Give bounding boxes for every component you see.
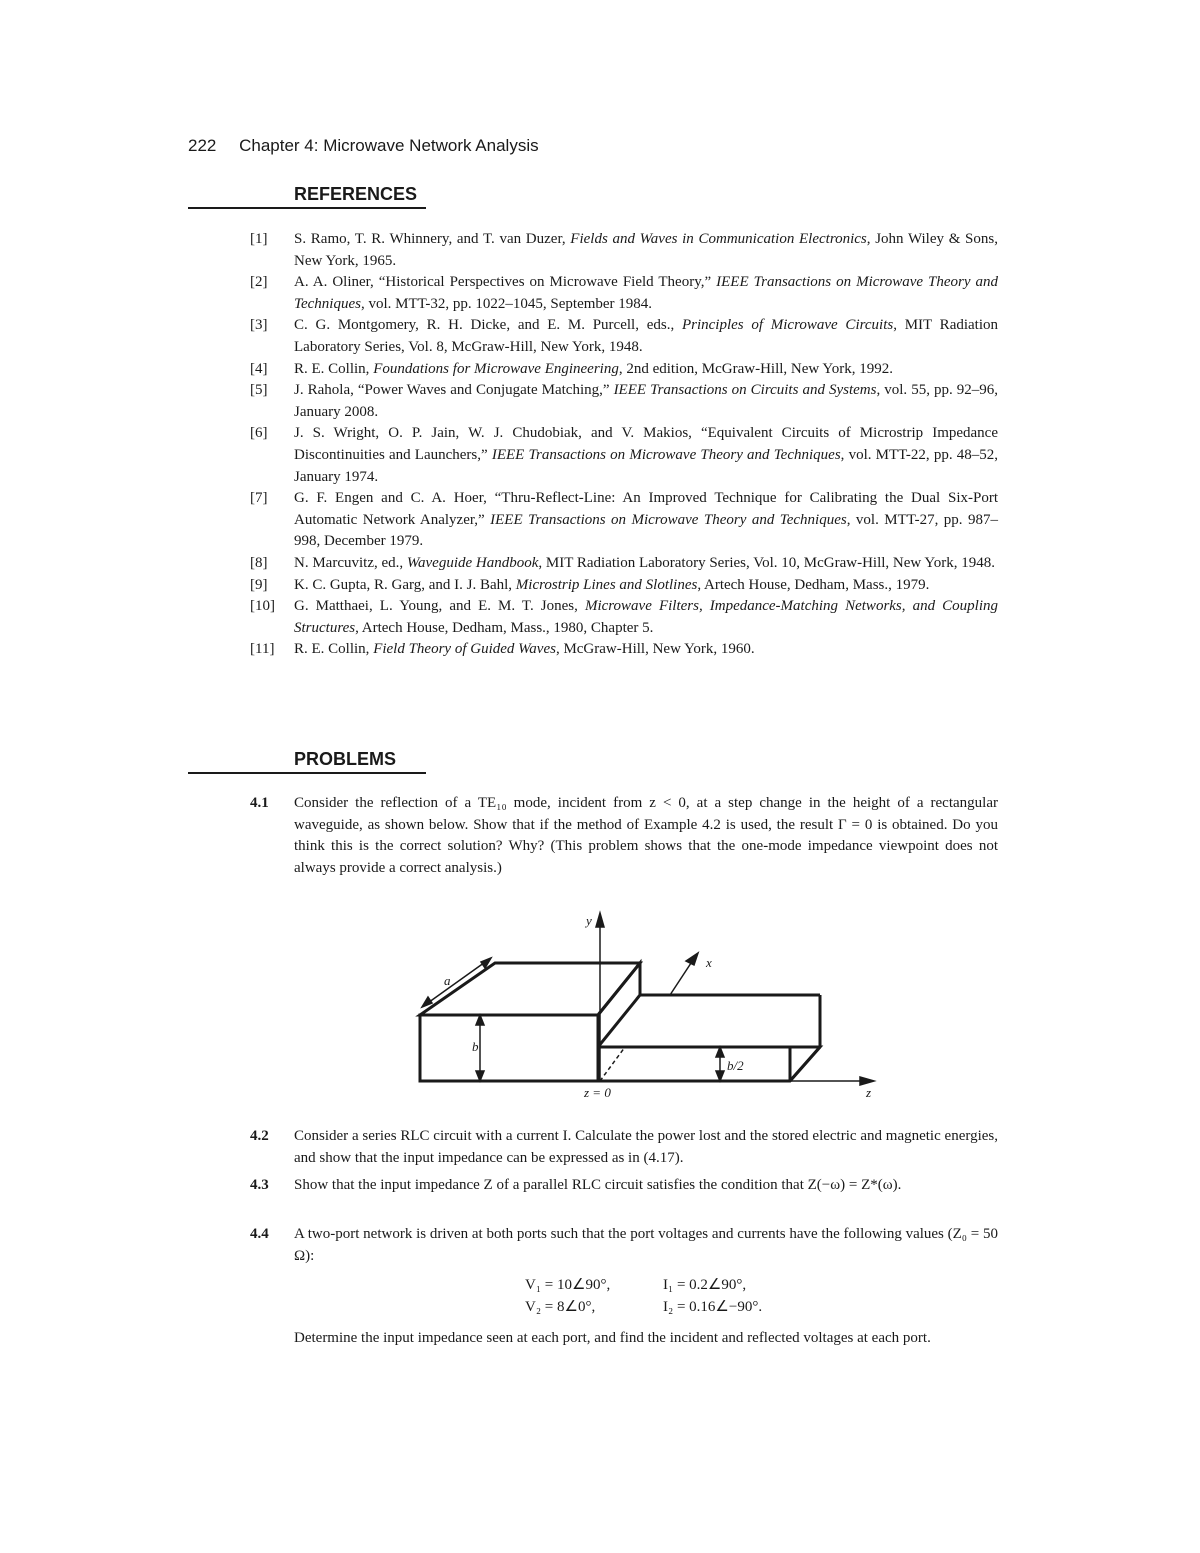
problems-heading: PROBLEMS: [294, 749, 397, 769]
reference-item: [250, 423, 998, 488]
reference-authors: A. A. Oliner, “Historical Perspectives on Microwave Field Theory,”: [294, 274, 717, 291]
reference-authors: R. E. Collin,: [294, 641, 374, 658]
reference-item: [250, 359, 998, 381]
problem-text: Consider the reflection of a TE₁₀ mode, incident from z < 0, at a step change in the height of a rectangular waveguide, as shown below. Show that if the method of Example 4.2 is used, the result Γ = 0 is obtained. Do you think this is the correct solution? Why? (This problem shows that the one-mode impedance viewpoint does not always provide a correct analysis.): [294, 795, 998, 876]
reference-details: , McGraw-Hill, New York, 1960.: [555, 641, 755, 658]
reference-authors: C. G. Montgomery, R. H. Dicke, and E. M. Purcell, eds.,: [294, 317, 682, 334]
reference-text: [294, 315, 998, 358]
reference-details: , vol. MTT-22, pp. 48–52, January 1974.: [294, 446, 998, 485]
axis-x-label: x: [706, 955, 712, 970]
eq-v2: V₂ = 8∠0°,: [525, 1298, 596, 1315]
reference-authors: J. Rahola, “Power Waves and Conjugate Matching,”: [294, 382, 614, 399]
reference-item: [250, 229, 998, 272]
reference-item: [250, 380, 998, 423]
problem-number: 4.1: [250, 795, 269, 811]
reference-details: , 2nd edition, McGraw-Hill, New York, 1992.: [618, 360, 894, 377]
eq-v1: V₁ = 10∠90°,: [525, 1277, 611, 1294]
reference-details: , MIT Radiation Laboratory Series, Vol. 10, McGraw-Hill, New York, 1948.: [538, 554, 996, 571]
reference-item: [250, 596, 998, 639]
axis-z-label: z: [866, 1085, 872, 1100]
reference-title: IEEE Transactions on Microwave Theory and Techniques: [294, 274, 998, 312]
problem-number: 4.3: [250, 1177, 269, 1193]
reference-title: Microstrip Lines and Slotlines: [515, 576, 698, 593]
reference-number: [5]: [250, 382, 268, 399]
chapter-title: Chapter 4: Microwave Network Analysis: [239, 136, 539, 155]
reference-details: , Artech House, Dedham, Mass., 1980, Chapter 5.: [355, 619, 654, 636]
reference-item: [250, 553, 998, 575]
reference-text: [294, 229, 998, 272]
reference-number: [7]: [250, 490, 268, 507]
running-head: [188, 136, 539, 156]
references-list: [250, 229, 998, 661]
problem-number: 4.2: [250, 1128, 269, 1144]
reference-number: [2]: [250, 274, 268, 291]
problem-4-3: [250, 1175, 998, 1197]
references-rule: [188, 207, 426, 209]
reference-text: [294, 553, 998, 575]
reference-details: , vol. MTT-32, pp. 1022–1045, September 1984.: [360, 295, 653, 312]
problem-4-4: [250, 1224, 998, 1350]
reference-number: [11]: [250, 641, 275, 658]
reference-authors: K. C. Gupta, R. Garg, and I. J. Bahl,: [294, 576, 516, 593]
reference-authors: N. Marcuvitz, ed.,: [294, 554, 407, 571]
dim-b2-label: b/2: [727, 1058, 744, 1073]
references-heading: REFERENCES: [294, 184, 418, 204]
problem-number: 4.4: [250, 1226, 269, 1242]
reference-authors: S. Ramo, T. R. Whinnery, and T. van Duzer,: [294, 231, 571, 247]
problems-rule: [188, 772, 426, 774]
reference-text: [294, 423, 998, 488]
reference-authors: G. Matthaei, L. Young, and E. M. T. Jones,: [294, 598, 585, 615]
reference-title: Field Theory of Guided Waves: [373, 641, 556, 658]
reference-details: , vol. MTT-27, pp. 987–998, December 1979.: [294, 511, 998, 550]
problem-text: Show that the input impedance Z of a parallel RLC circuit satisfies the condition that Z(−ω) = Z*(ω).: [294, 1177, 902, 1193]
waveguide-step-figure: [400, 905, 890, 1105]
eq-i2: I₂ = 0.16∠−90°.: [663, 1298, 763, 1315]
page-number: 222: [188, 136, 217, 155]
reference-item: [250, 315, 998, 358]
problem-followup-text: Determine the input impedance seen at each port, and find the incident and reflected voltages at each port.: [294, 1330, 931, 1347]
problem-text: A two-port network is driven at both ports such that the port voltages and currents have the following values (Z₀ = 50 Ω):: [294, 1226, 998, 1264]
reference-details: , MIT Radiation Laboratory Series, Vol. 8, McGraw-Hill, New York, 1948.: [294, 317, 999, 355]
dim-b-label: b: [472, 1039, 479, 1054]
dim-a-label: a: [444, 973, 451, 988]
reference-text: [294, 272, 998, 315]
reference-details: , Artech House, Dedham, Mass., 1979.: [697, 576, 930, 593]
axis-y-label: y: [586, 913, 592, 928]
reference-number: [10]: [250, 598, 275, 615]
reference-title: IEEE Transactions on Microwave Theory and Techniques: [490, 511, 847, 528]
reference-text: [294, 380, 998, 423]
reference-details: , John Wiley & Sons, New York, 1965.: [294, 231, 998, 269]
reference-number: [3]: [250, 317, 268, 334]
reference-item: [250, 639, 998, 661]
reference-number: [1]: [250, 231, 268, 247]
equation-block: [310, 1275, 998, 1318]
reference-number: [8]: [250, 554, 268, 571]
problem-4-2: [250, 1126, 998, 1169]
reference-text: [294, 575, 998, 597]
reference-title: IEEE Transactions on Microwave Theory and Techniques: [491, 446, 841, 463]
reference-text: [294, 639, 998, 661]
reference-title: Waveguide Handbook: [406, 554, 539, 571]
reference-title: Principles of Microwave Circuits: [681, 317, 894, 334]
problem-4-1: [250, 793, 998, 879]
reference-authors: R. E. Collin,: [294, 360, 374, 377]
z0-label: z = 0: [584, 1085, 611, 1100]
reference-title: Fields and Waves in Communication Electronics: [570, 231, 867, 247]
eq-i1: I₁ = 0.2∠90°,: [663, 1277, 747, 1294]
reference-number: [9]: [250, 576, 268, 593]
reference-title: IEEE Transactions on Circuits and Systems: [613, 382, 877, 399]
reference-authors: J. S. Wright, O. P. Jain, W. J. Chudobiak, and V. Makios, “Equivalent Circuits of Microstrip Impedance Discontinuities and Launchers,”: [294, 425, 998, 463]
reference-title: Microwave Filters, Impedance-Matching Networks, and Coupling Structures: [294, 598, 998, 636]
reference-title: Foundations for Microwave Engineering: [373, 360, 619, 377]
reference-item: [250, 272, 998, 315]
problem-text: Consider a series RLC circuit with a current I. Calculate the power lost and the stored electric and magnetic energies, and show that the input impedance can be expressed as in (4.17).: [294, 1128, 998, 1166]
reference-details: , vol. 55, pp. 92–96, January 2008.: [294, 382, 999, 420]
reference-text: [294, 488, 998, 553]
reference-number: [4]: [250, 360, 268, 377]
reference-item: [250, 575, 998, 597]
reference-authors: G. F. Engen and C. A. Hoer, “Thru-Reflect-Line: An Improved Technique for Calibrating the Dual Six-Port Automatic Network Analyzer,”: [294, 490, 998, 528]
reference-item: [250, 488, 998, 553]
reference-number: [6]: [250, 425, 268, 442]
reference-text: [294, 596, 998, 639]
reference-text: [294, 359, 998, 381]
